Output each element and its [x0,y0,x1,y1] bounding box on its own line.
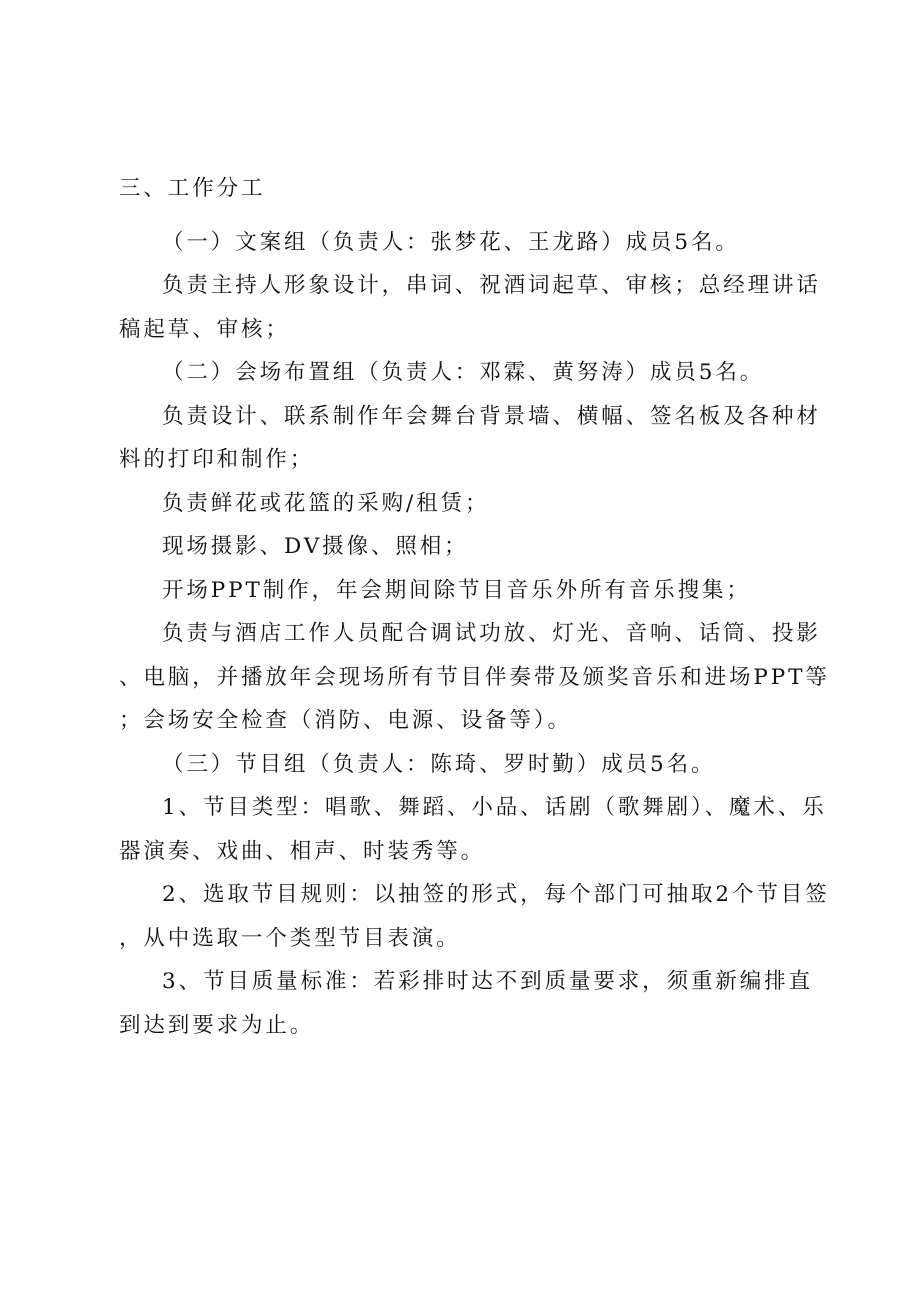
paragraph-copywriting-duties: 负责主持人形象设计，串词、祝酒词起草、审核；总经理讲话稿起草、审核； [119,273,821,342]
paragraph-program-types: 1、节目类型：唱歌、舞蹈、小品、话剧（歌舞剧）、魔术、乐器演奏、戏曲、相声、时装秀等。 [119,795,827,864]
paragraph-copywriting-group: （一）文案组（负责人：张梦花、王龙路）成员5名。 [162,229,740,255]
section-heading: 三、工作分工 [119,176,266,201]
paragraph-program-quality: 3、节目质量标准：若彩排时达不到质量要求，须重新编排直到达到要求为止。 [119,969,813,1038]
paragraph-venue-equipment: 负责与酒店工作人员配合调试功放、灯光、音响、话筒、投影、电脑，并播放年会现场所有节目伴奏带及颁奖音乐和进场PPT等；会场安全检查（消防、电源、设备等）。 [119,621,830,733]
paragraph-venue-photo: 现场摄影、DV摄像、照相； [162,534,469,559]
paragraph-venue-group: （二）会场布置组（负责人：邓霖、黄努涛）成员5名。 [162,360,765,385]
paragraph-venue-ppt: 开场PPT制作，年会期间除节目音乐外所有音乐搜集； [162,577,751,603]
document-body [119,167,831,1047]
paragraph-venue-flowers: 负责鲜花或花篮的采购/租赁； [162,490,490,516]
paragraph-program-group: （三）节目组（负责人：陈琦、罗时勤）成员5名。 [162,751,716,777]
paragraph-program-rules: 2、选取节目规则：以抽签的形式，每个部门可抽取2个节目签，从中选取一个类型节目表演。 [119,882,830,951]
paragraph-venue-design: 负责设计、联系制作年会舞台背景墙、横幅、签名板及各种材料的打印和制作； [119,403,821,472]
